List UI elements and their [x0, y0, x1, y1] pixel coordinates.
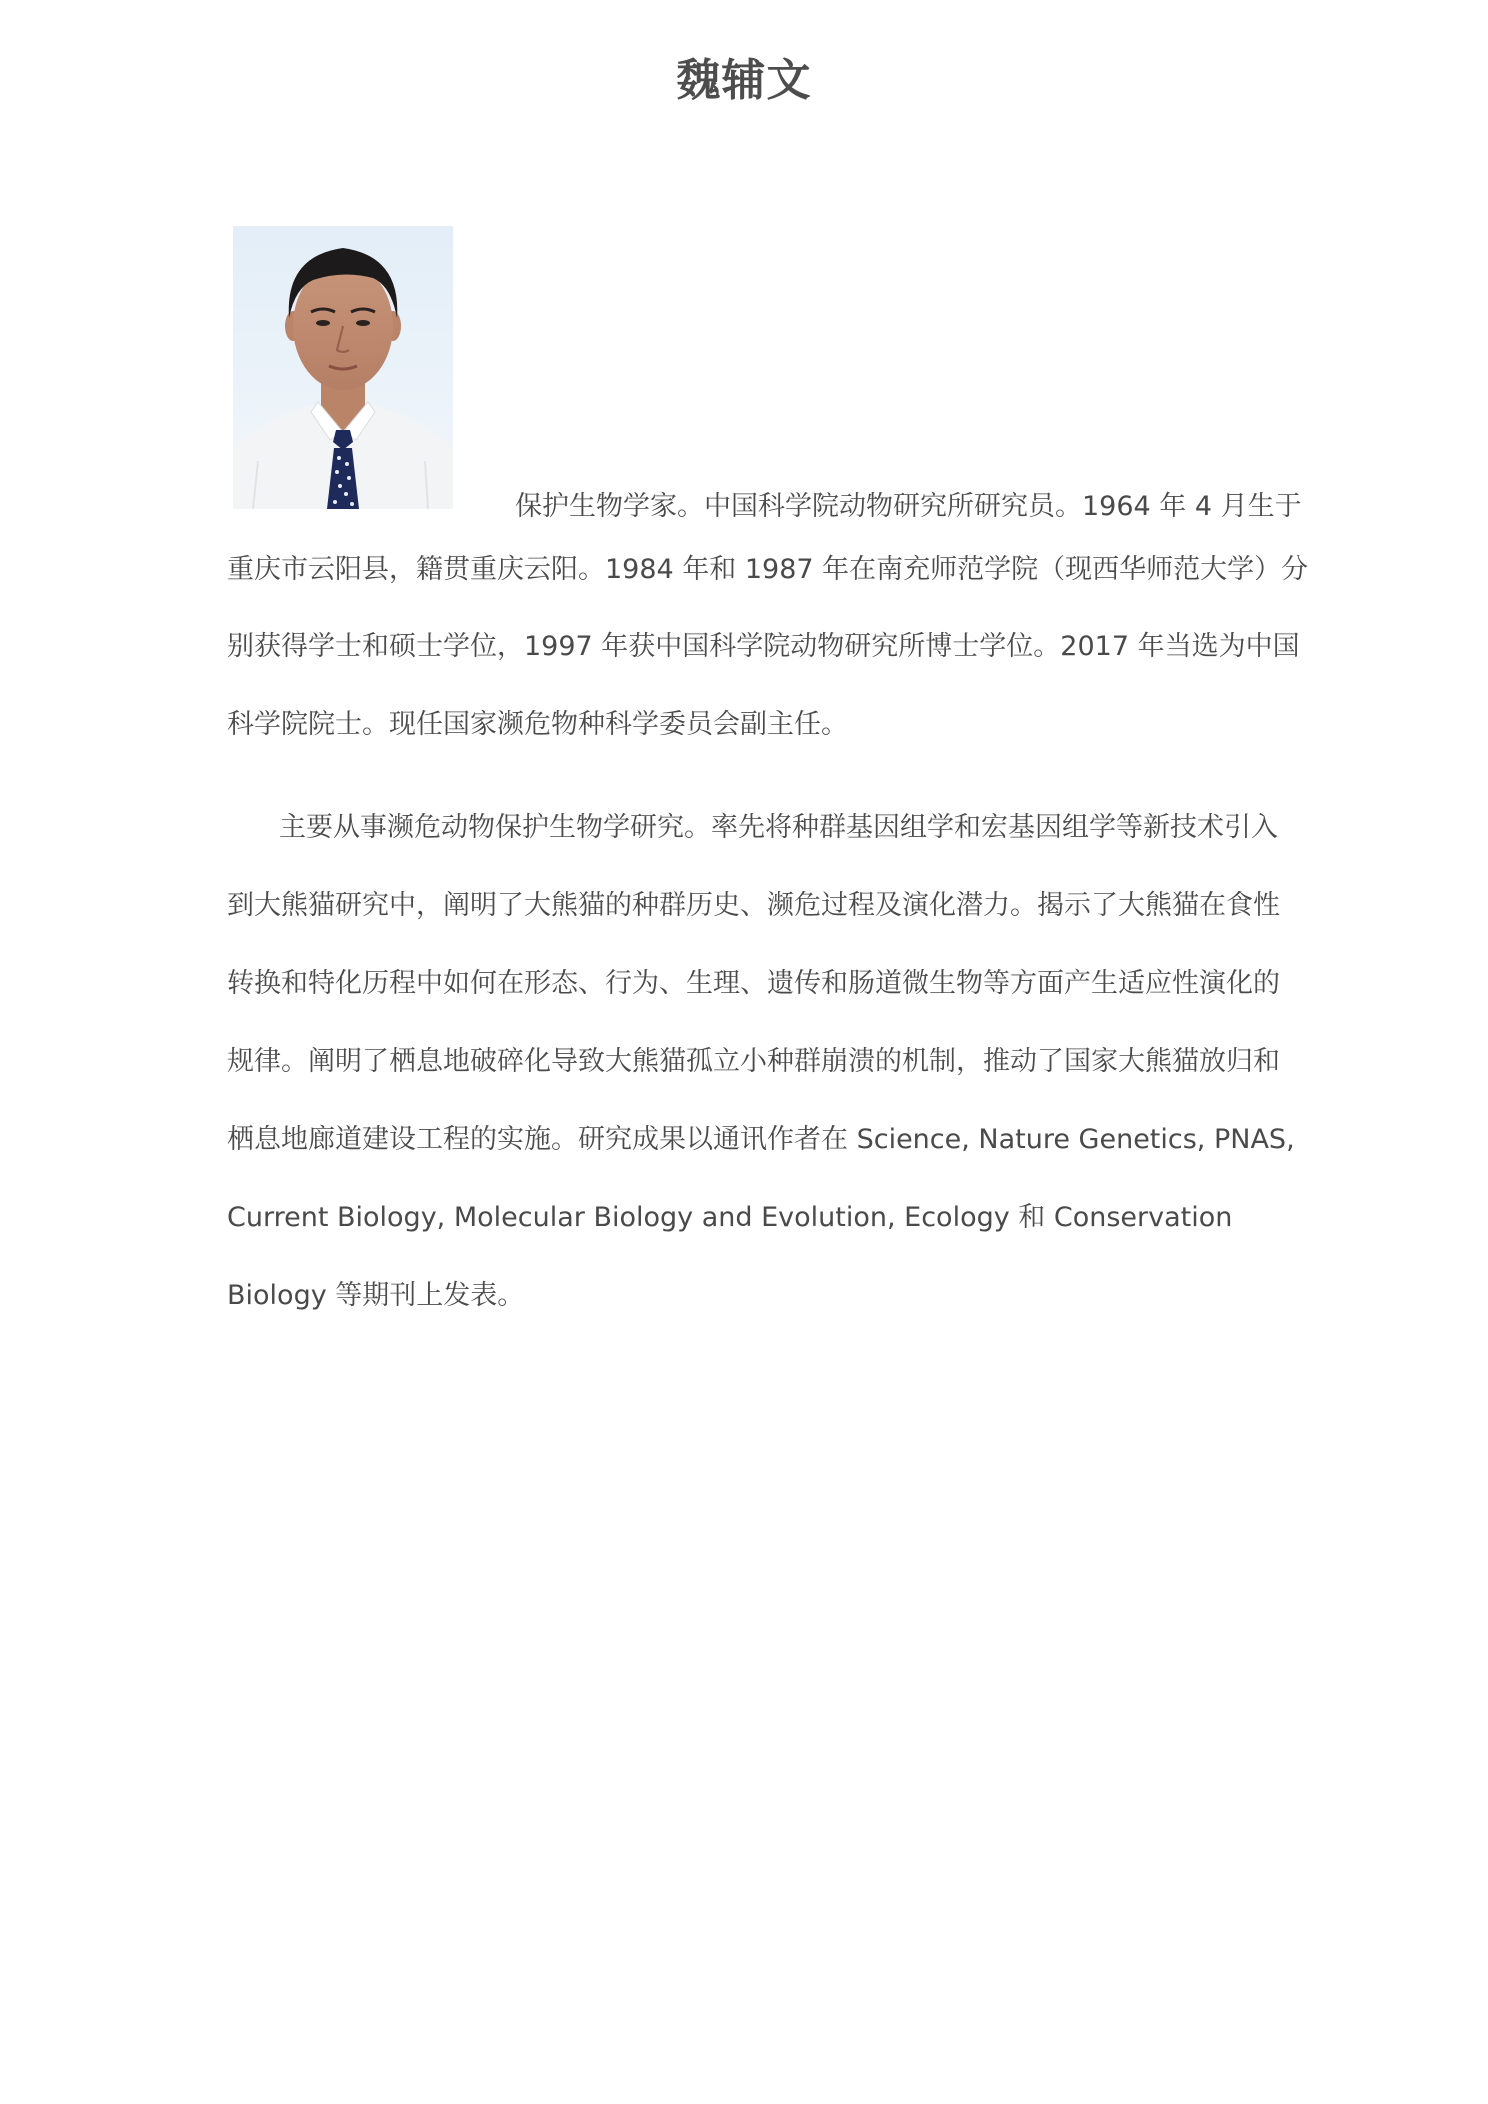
paragraph-2-line-7: Biology 等期刊上发表。 [227, 1280, 525, 1311]
paragraph-1-line-4: 科学院院士。现任国家濒危物种科学委员会副主任。 [227, 709, 848, 740]
paragraph-1-line-1: 保护生物学家。中国科学院动物研究所研究员。1964 年 4 月生于 [515, 491, 1302, 522]
paragraph-1-line-2: 重庆市云阳县，籍贯重庆云阳。1984 年和 1987 年在南充师范学院（现西华师范大学）分 [227, 554, 1309, 585]
portrait-photo [233, 226, 453, 509]
page-title: 魏辅文 [676, 55, 812, 106]
paragraph-2-line-2: 到大熊猫研究中，阐明了大熊猫的种群历史、濒危过程及演化潜力。揭示了大熊猫在食性 [227, 890, 1280, 921]
paragraph-1-line-3: 别获得学士和硕士学位，1997 年获中国科学院动物研究所博士学位。2017 年当选为中国 [227, 631, 1300, 662]
paragraph-2-line-4: 规律。阐明了栖息地破碎化导致大熊猫孤立小种群崩溃的机制，推动了国家大熊猫放归和 [227, 1046, 1280, 1077]
paragraph-2-line-3: 转换和特化历程中如何在形态、行为、生理、遗传和肠道微生物等方面产生适应性演化的 [227, 968, 1280, 999]
portrait-image [233, 226, 453, 509]
paragraph-2-line-6: Current Biology, Molecular Biology and Evolution, Ecology 和 Conservation [227, 1202, 1233, 1233]
paragraph-2-line-1: 主要从事濒危动物保护生物学研究。率先将种群基因组学和宏基因组学等新技术引入 [279, 812, 1278, 843]
paragraph-2-line-5: 栖息地廊道建设工程的实施。研究成果以通讯作者在 Science, Nature Genetics, PNAS, [227, 1124, 1295, 1155]
